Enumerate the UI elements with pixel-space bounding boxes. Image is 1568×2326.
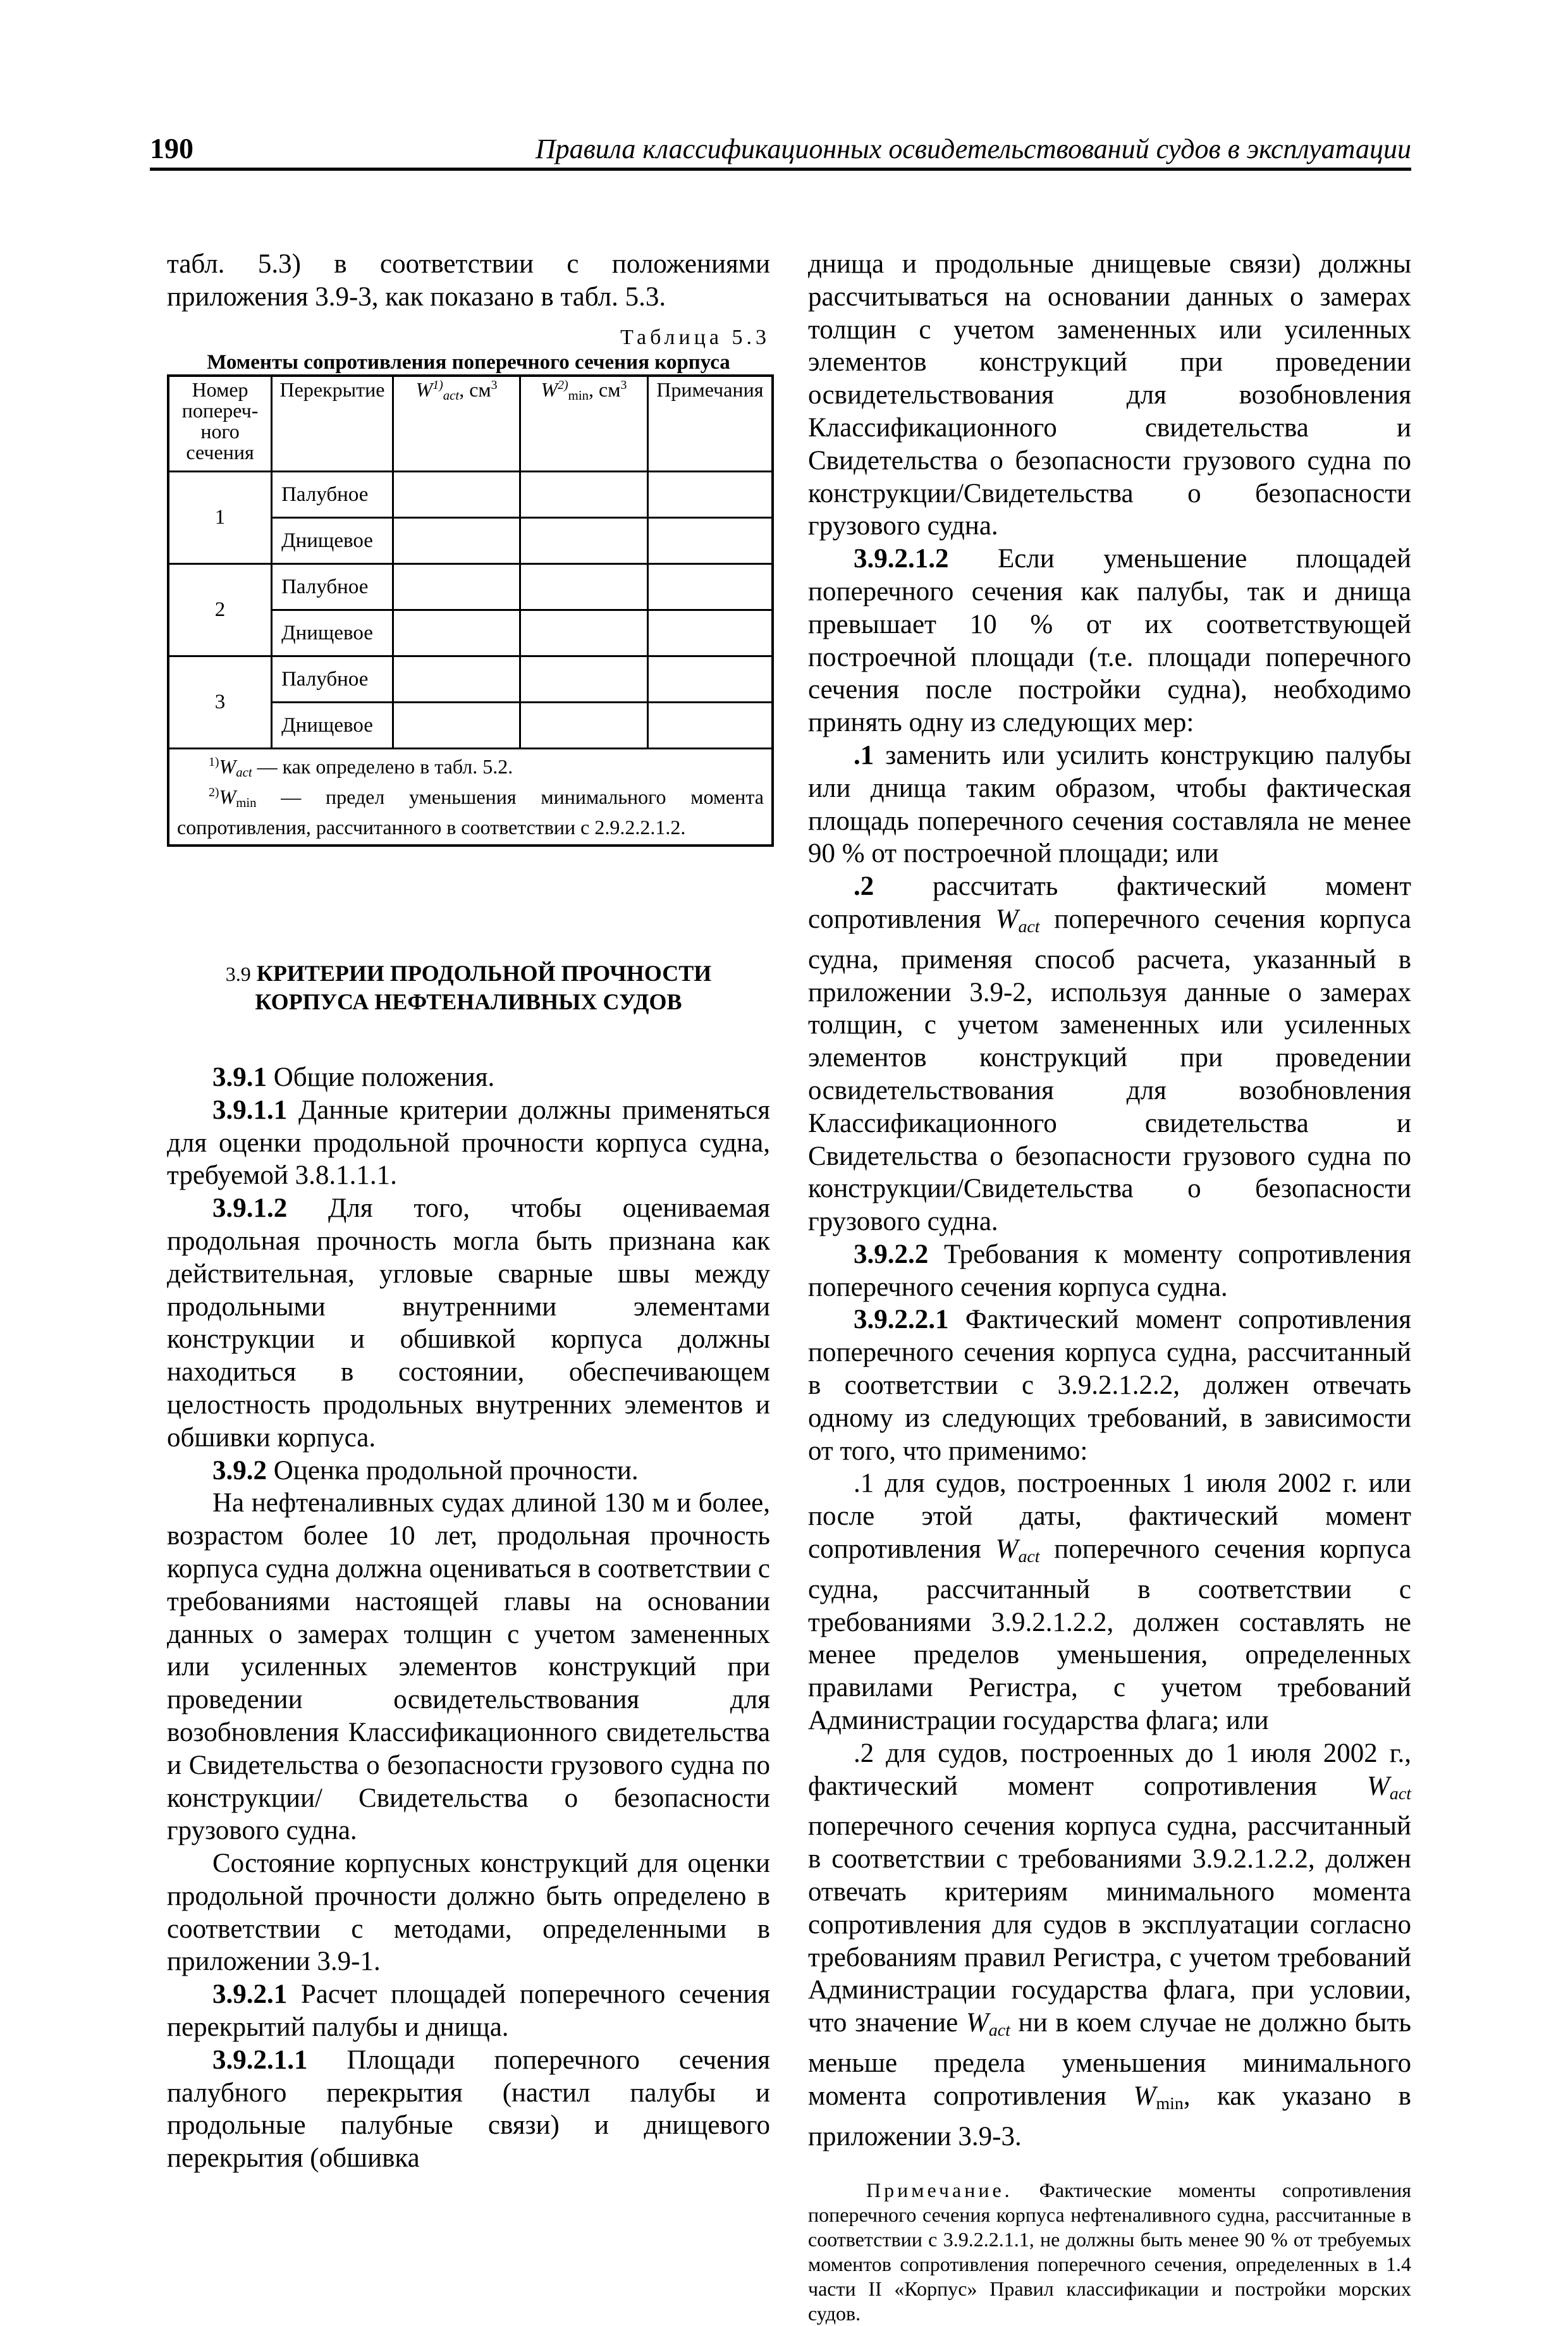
structure-cell: Палубное [272, 563, 393, 610]
table-title: Моменты сопротивления поперечного сечения корпуса [207, 350, 730, 374]
header-structure: Перекрытие [272, 376, 393, 472]
symbol: $W_{act}$ [995, 904, 1040, 937]
header-number: Номер попереч-ного сечения [168, 376, 272, 472]
right-column [808, 248, 1411, 2326]
structure-cell: Днищевое [272, 517, 393, 563]
running-title: Правила классификационных освидетельствований судов в эксплуатации [535, 133, 1411, 164]
footnote-1: $^{1)}W_{act}$ — как определено в табл. 5.2. [209, 754, 513, 780]
paragraph: 3.9.2 Оценка продольной прочности. [212, 1455, 639, 1486]
section-number: 2 [168, 563, 272, 656]
right-paragraphs [808, 543, 1411, 2153]
clause-number: 3.9.2.2 [854, 1239, 929, 1269]
table-row [168, 563, 773, 610]
paragraph: .1 заменить или усилить конструкцию палубы или днища таким образом, чтобы фактическая площадь поперечного сечения составляла не менее 90 % от построечной площади; или [808, 740, 1411, 869]
left-column [167, 248, 770, 2175]
paragraph: 3.9.1.1 Данные критерии должны применяться для оценки продольной прочности корпуса судна, требуемой 3.8.1.1.1. [167, 1095, 770, 1191]
clause-number: 3.9.2.1.1 [212, 2045, 308, 2075]
clause-number: 3.9.1 [212, 1062, 267, 1092]
structure-cell: Палубное [272, 656, 393, 702]
running-header [150, 130, 1411, 171]
table-row [168, 656, 773, 702]
table-row [168, 471, 773, 517]
paragraph: 3.9.2.1.2 Если уменьшение площадей поперечного сечения как палубы, так и днища превышает 10 % от их соответствующей построечной площади (т.е. площади поперечного сечения после постройки судна), необходимо принять одну из следующих мер: [808, 544, 1411, 738]
paragraph: 3.9.1.2 Для того, чтобы оцениваемая продольная прочность могла быть признана как действительная, угловые сварные швы между продольными внутренними элементами конструкции и обшивкой корпуса должны находиться в состоянии, обеспечивающем целостность продольных внутренних элементов и обшивки корпуса. [167, 1193, 770, 1453]
paragraph: .1 для судов, построенных 1 июля 2002 г. или после этой даты, фактический момент сопротивления $W_{act}$ поперечного сечения корпуса судна, рассчитанный в соответствии с требованиями 3.9.2.1.2.2, должен составлять не менее пределов уменьшения, определенных правилами Регистра, с учетом требований Администрации государства флага; или [808, 1468, 1411, 1736]
paragraph: 3.9.2.2 Требования к моменту сопротивления поперечного сечения корпуса судна. [808, 1239, 1411, 1302]
paragraph: На нефтеналивных судах длиной 130 м и более, возрастом более 10 лет, продольная прочность корпуса судна должна оцениваться в соответствии с требованиями настоящей главы на основании данных о замерах толщин с учетом замененных или усиленных элементов конструкций при проведении освидетельствования для возобновления Классификационного свидетельства и Свидетельства о безопасности грузового судна по конструкции/ Свидетельства о безопасности грузового судна. [167, 1488, 770, 1846]
footnote-2: $^{2)}W_{min}$ — предел уменьшения минимального момента сопротивления, рассчитанного в соответствии с 2.9.2.2.1.2. [177, 785, 764, 839]
paragraph: 3.9.2.1 Расчет площадей поперечного сечения перекрытий палубы и днища. [167, 1979, 770, 2043]
clause-number: 3.9.2.2.1 [854, 1305, 949, 1335]
clause-number: 3.9.2.1.2 [854, 544, 949, 574]
paragraph: 3.9.1 Общие положения. [212, 1062, 495, 1092]
paragraph: .2 для судов, построенных до 1 июля 2002 г., фактический момент сопротивления $W_{act}$ поперечного сечения корпуса судна, рассчитанный в соответствии с требованиями 3.9.2.1.2.2, должен отвечать критериям минимального момента сопротивления для судов в эксплуатации согласно требованиям правил Регистра, с учетом требований Администрации государства флага, при условии, что значение $W_{act}$ ни в коем случае не должно быть меньше предела уменьшения минимального момента сопротивления $W_{min}$, как указано в приложении 3.9-3. [808, 1738, 1411, 2151]
continuation-paragraph: днища и продольные днищевые связи) должны рассчитываться на основании данных о замерах толщин с учетом замененных или усиленных элементов конструкций при проведении освидетельствования для возобновления Классификационного свидетельства и Свидетельства о безопасности грузового судна по конструкции/Свидетельства о безопасности грузового судна. [808, 249, 1411, 541]
clause-number: 3.9.2.1 [212, 1979, 288, 2010]
clause-number: .2 [854, 871, 874, 902]
header-wact: $W^{1)}_{act}$, $см^3$ [393, 376, 520, 472]
table-header-row [168, 376, 773, 472]
note: Примечание. Фактические моменты сопротивления поперечного сечения корпуса нефтеналивного судна, рассчитанные в соответствии с 3.9.2.2.1.1, не должны быть менее 90 % от требуемых моментов сопротивления поперечного сечения, определенных в 1.4 части II «Корпус» Правил классификации и постройки морских судов. [808, 2179, 1411, 2325]
symbol: $W_{act}$ [1367, 1771, 1411, 1804]
page-number: 190 [150, 132, 193, 164]
table-caption: Таблица 5.3 [620, 325, 770, 349]
clause-number: 3.9.1.1 [212, 1095, 288, 1125]
symbol: $W_{min}$ [1133, 2081, 1184, 2114]
clause-number: .1 [854, 740, 874, 770]
symbol: $W_{act}$ [965, 2008, 1010, 2041]
paragraph: 3.9.2.1.1 Площади поперечного сечения палубного перекрытия (настил палубы и продольные палубные связи) и днищевого перекрытия (обшивка [167, 2045, 770, 2174]
structure-cell: Днищевое [272, 702, 393, 748]
header-wmin: $W^{2)}_{min}$, $см^3$ [520, 376, 647, 472]
clause-number: 3.9.2 [212, 1455, 267, 1486]
section-heading: 3.9 КРИТЕРИИ ПРОДОЛЬНОЙ ПРОЧНОСТИ КОРПУСА НЕФТЕНАЛИВНЫХ СУДОВ [225, 960, 712, 1014]
header-notes: Примечания [647, 376, 773, 472]
section-number: 3 [168, 656, 272, 748]
section-number: 1 [168, 471, 272, 563]
paragraph: .2 рассчитать фактический момент сопротивления $W_{act}$ поперечного сечения корпуса судна, применяя способ расчета, указанный в приложении 3.9-2, используя данные о замерах толщин, с учетом замененных или усиленных элементов конструкций при проведении освидетельствования для возобновления Классификационного свидетельства и Свидетельства о безопасности грузового судна по конструкции/Свидетельства о безопасности грузового судна. [808, 871, 1411, 1237]
left-paragraphs [167, 1061, 770, 2175]
clause-number: 3.9.1.2 [212, 1193, 288, 1224]
structure-cell: Днищевое [272, 610, 393, 656]
table-footnotes [168, 748, 773, 846]
structure-cell: Палубное [272, 471, 393, 517]
paragraph: Состояние корпусных конструкций для оценки продольной прочности должно быть определено в соответствии с методами, определенными в приложении 3.9-1. [167, 1849, 770, 1977]
symbol: $W_{act}$ [995, 1534, 1040, 1567]
intro-paragraph: табл. 5.3) в соответствии с положениями приложения 3.9-3, как показано в табл. 5.3. [167, 249, 770, 312]
paragraph: 3.9.2.2.1 Фактический момент сопротивления поперечного сечения корпуса судна, рассчитанный в соответствии с 3.9.2.1.2.2, должен отвечать одному из следующих требований, в зависимости от того, что применимо: [808, 1305, 1411, 1466]
section-modulus-table [167, 374, 774, 847]
